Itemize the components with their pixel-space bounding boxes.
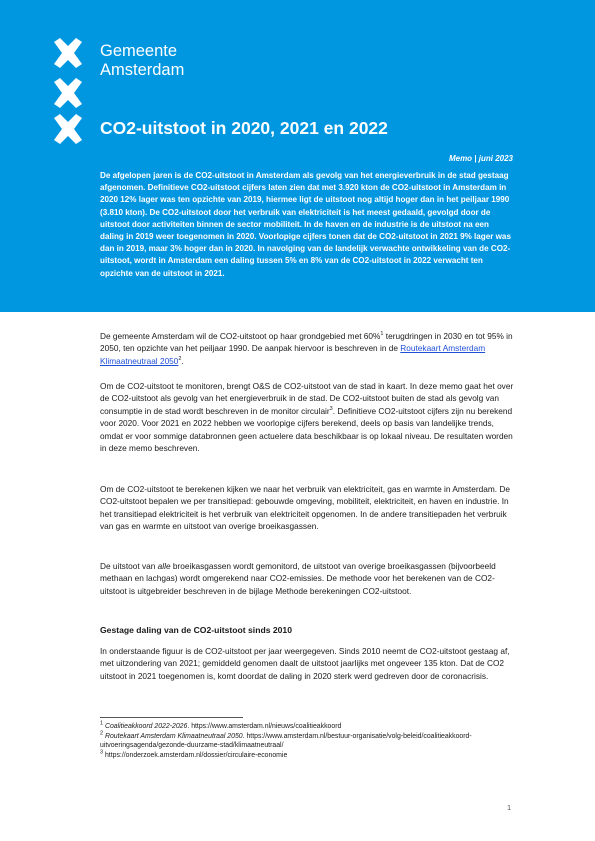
text-span: De gemeente Amsterdam wil de CO2-uitstoot op haar grondgebied met 60% — [100, 331, 381, 341]
paragraph-greenhouse-gases — [100, 560, 515, 597]
summary-paragraph: De afgelopen jaren is de CO2-uitstoot in Amsterdam als gevolg van het energieverbruik in de stad gestaag afgenomen. Definitieve CO2-uitstoot cijfers laten zien dat met 3.920 kton de CO2-uitstoot in Amsterdam in 2020 12% lager was ten opzichte van 2019, hiermee ligt de uitstoot nog altijd hoger dan in het peiljaar 1990 (3.810 kton). De CO2-uitstoot door het verbruik van elektriciteit is het meest gedaald, gevolgd door de uitstoot door activiteiten binnen de sector mobiliteit. In de haven en de industrie is de uitstoot na een daling in 2019 weer toegenomen in 2020. Voorlopige cijfers tonen dat de CO2-uitstoot in 2021 9% lager was dan in 2019, maar 3% hoger dan in 2020. In navolging van de landelijk verwachte ontwikkeling van de CO2-uitstoot, wordt in Amsterdam een daling tussen 5% en 8% van de CO2-uitstoot in 2022 verwacht ten opzichte van de uitstoot in 2021. — [100, 171, 511, 278]
footnote-url[interactable]: . https://www.amsterdam.nl/nieuws/coalitieakkoord — [187, 723, 342, 730]
footnote-number: 2 — [100, 730, 104, 737]
section-heading: Gestage daling van de CO2-uitstoot sinds 2010 — [100, 625, 292, 635]
org-name-line1: Gemeente — [100, 42, 178, 60]
organisation-name — [100, 42, 184, 80]
footnote-3 — [100, 751, 515, 761]
document-title: CO2-uitstoot in 2020, 2021 en 2022 — [100, 118, 388, 138]
footnote-number: 1 — [100, 720, 104, 727]
footnote-url[interactable]: https://onderzoek.amsterdam.nl/dossier/circulaire-economie — [103, 751, 288, 759]
text-span: Om de CO2-uitstoot te monitoren, brengt O&S de CO2-uitstoot van de stad in kaart. In deze memo gaat het over de CO2-uitstoot als gevolg van het energieverbruik in de stad. De CO2-uitstoot buiten de stad als gevolg van consumptie in de stad wordt beschreven in de monitor circulair — [100, 381, 514, 416]
page-number: 1 — [507, 803, 512, 812]
footnote-url[interactable]: . https://www.amsterdam.nl/bestuur-organisatie/volg-beleid/coalitieakkoord-uitvoeringsagenda/gezonde-duurzame-stad/klimaatneutraal/ — [100, 732, 472, 750]
footnote-divider — [100, 717, 243, 718]
text-span: . — [181, 355, 184, 366]
footnote-2 — [100, 732, 515, 751]
footnote-ref[interactable]: 2 — [178, 356, 182, 363]
footnote-title: Routekaart Amsterdam Klimaatneutraal 2050 — [104, 732, 243, 740]
text-span: broeikasgassen wordt gemonitord, de uitstoot van overige broeikasgassen (bijvoorbeeld methaan en lachgas) wordt omgerekend naar CO2-emissies. De methode voor het berekenen van de CO2-uitstoot is uitgebreider beschreven in de bijlage Methode berekeningen CO2-uitstoot. — [100, 561, 496, 596]
org-name-line2: Amsterdam — [100, 61, 185, 79]
routekaart-link[interactable]: Routekaart Amsterdam Klimaatneutraal 2050 — [100, 343, 486, 366]
footnote-ref[interactable]: 1 — [380, 331, 384, 338]
header-banner — [0, 0, 595, 312]
text-span: terugdringen in 2030 en tot 95% in 2050, ten opzichte van het peiljaar 1990. De aanpak hiervoor is beschreven in de — [100, 331, 513, 354]
footnote-1 — [100, 722, 515, 732]
paragraph-monitoring — [100, 380, 515, 454]
footnotes — [100, 722, 515, 760]
footnote-ref[interactable]: 3 — [329, 406, 333, 413]
text-span: . Definitieve CO2-uitstoot cijfers zijn nu berekend voor 2020. Voor 2021 en 2022 hebben we voorlopige cijfers berekend, deels op basis van landelijke trends, omdat er voor sommige databronnen geen actuelere data beschikbaar is op lokaal niveau. De resultaten worden in deze memo beschreven. — [100, 405, 513, 454]
paragraph-calculation: Om de CO2-uitstoot te berekenen kijken we naar het verbruik van elektriciteit, gas en warmte in Amsterdam. De CO2-uitstoot bepalen we per transitiepad: gebouwde omgeving, mobiliteit, elektriciteit, en haven en industrie. In het transitiepad elektriciteit is het verbruik van elektriciteit opgenomen. In de andere transitiepaden het verbruik van gas en warmte en uitstoot van overige broeikasgassen. — [100, 484, 510, 532]
footnote-title: Coalitieakkoord 2022-2026 — [104, 723, 188, 730]
andreas-cross-icon — [52, 78, 84, 108]
footnote-number: 3 — [100, 749, 104, 756]
andreas-cross-icon — [52, 38, 84, 68]
paragraph-goals — [100, 330, 515, 367]
memo-date: Memo | juni 2023 — [448, 154, 513, 163]
andreas-cross-icon — [52, 114, 84, 144]
paragraph-trend: In onderstaande figuur is de CO2-uitstoot per jaar weergegeven. Sinds 2010 neemt de CO2-uitstoot gestaag af, met uitzondering van 2021; gemiddeld genomen daalt de uitstoot jaarlijks met ongeveer 135 kton. Dat de CO2 uitstoot in 2021 toegenomen is, komt doordat de daling in 2020 sterk werd gedreven door de coronacrisis. — [100, 646, 510, 681]
emphasis: alle — [157, 561, 171, 571]
text-span: De uitstoot van — [100, 561, 158, 571]
